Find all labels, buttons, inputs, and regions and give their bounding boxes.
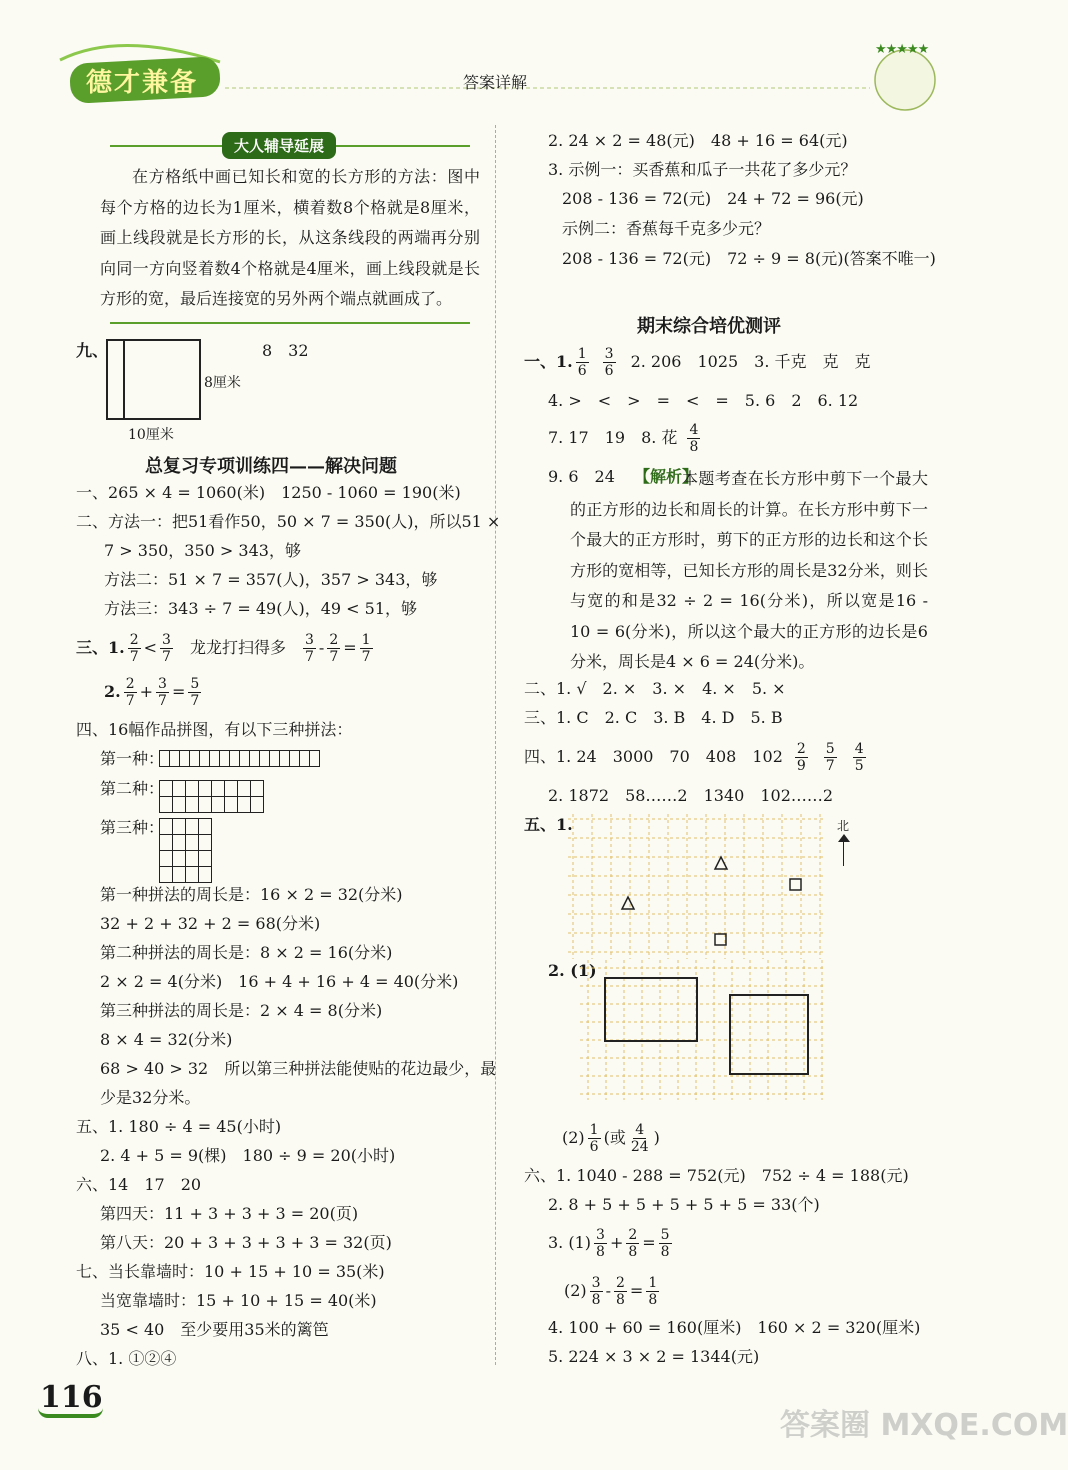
left-line-13: 32 + 2 + 32 + 2 = 68(分米) bbox=[100, 914, 321, 933]
frac-1-8: $\frac{1}{8}$ bbox=[648, 1274, 658, 1308]
left-line-8: 四、16幅作品拼图，有以下三种拼法： bbox=[76, 720, 353, 739]
left-line-27: 35 < 40 至少要用35米的篱笆 bbox=[100, 1320, 329, 1339]
left-line-12: 第一种拼法的周长是：16 × 2 = 32(分米) bbox=[100, 885, 403, 904]
tiling-grid-1 bbox=[159, 750, 319, 767]
right-line-12: 四、1. 24 3000 70 408 102 $\frac{2}{9}$ $\frac{5}{7}$ $\frac{4}{5}$ bbox=[524, 740, 864, 774]
frac-2-9: $\frac{2}{9}$ bbox=[796, 740, 806, 774]
triangle-marker-2 bbox=[622, 897, 634, 909]
left-line-7: 2. $\frac{2}{7}$ + $\frac{3}{7}$ = $\frac{5}{7}$ bbox=[104, 675, 200, 709]
header bbox=[0, 0, 1000, 110]
left-line-15: 2 × 2 = 4(分米) 16 + 4 + 16 + 4 = 40(分米) bbox=[100, 972, 459, 991]
left-line-18: 68 > 40 > 32 所以第三种拼法能使贴的花边最少，最 bbox=[100, 1059, 497, 1078]
right-line-3: 208 - 136 = 72(元) 24 + 72 = 96(元) bbox=[562, 189, 864, 208]
box-title: 大人辅导延展 bbox=[222, 132, 336, 159]
q9-width-label: 10厘米 bbox=[128, 427, 174, 443]
right-line-17: 六、1. 1040 - 288 = 752(元) 752 ÷ 4 = 188(元) bbox=[524, 1166, 909, 1185]
right-line-18: 2. 8 + 5 + 5 + 5 + 5 + 5 = 33(个) bbox=[548, 1195, 820, 1214]
right-line-15: 2. (1) bbox=[548, 961, 597, 980]
left-line-2: 二、方法一：把51看作50，50 × 7 = 350(人)，所以51 × bbox=[76, 512, 501, 531]
right-line-9: 9. 6 24 【解析】 bbox=[548, 467, 699, 486]
logo-text: 德才兼备 bbox=[86, 68, 199, 98]
left-line-4: 方法二：51 × 7 = 357(人)，357 > 343，够 bbox=[104, 570, 438, 589]
q9-inner-line bbox=[123, 341, 125, 418]
watermark: 答案圈 MXQE.COM bbox=[780, 1408, 1068, 1443]
rectangle-a bbox=[605, 978, 697, 1041]
left-line-6: 三、1. $\frac{2}{7}$ < $\frac{3}{7}$ 龙龙打扫得多 $\frac{3}{7}$ - $\frac{2}{7}$ = $\frac{1}{7}$ bbox=[76, 631, 371, 665]
left-line-10: 第二种： bbox=[100, 779, 165, 798]
north-arrow-head bbox=[838, 834, 850, 842]
q9-label: 九、 bbox=[76, 341, 109, 360]
frac-1-7: $\frac{1}{7}$ bbox=[361, 631, 371, 665]
right-section-title: 期末综合培优测评 bbox=[637, 316, 781, 337]
analysis-tag: 【解析】 bbox=[634, 467, 699, 486]
left-line-22: 六、14 17 20 bbox=[76, 1175, 202, 1194]
frac-2-8: $\frac{2}{8}$ bbox=[628, 1226, 638, 1260]
right-line-6: 一、1. $\frac{1}{6}$ $\frac{3}{6}$ 2. 206 1025 3. 千克 克 克 bbox=[524, 345, 871, 379]
left-line-25: 七、当长靠墙时：10 + 15 + 10 = 35(米) bbox=[76, 1262, 385, 1281]
q9-height-label: 8厘米 bbox=[204, 375, 241, 391]
left-line-14: 第二种拼法的周长是：8 × 2 = 16(分米) bbox=[100, 943, 393, 962]
right-line-22: 5. 224 × 3 × 2 = 1344(元) bbox=[548, 1347, 760, 1366]
right-line-4: 示例二：香蕉每千克多少元？ bbox=[562, 219, 771, 238]
right-line-10: 二、1. √ 2. × 3. × 4. × 5. × bbox=[524, 679, 786, 698]
left-line-19: 少是32分米。 bbox=[100, 1088, 201, 1107]
right-line-19: 3. (1) $\frac{3}{8}$ + $\frac{2}{8}$ = $\frac{5}{8}$ bbox=[548, 1226, 670, 1260]
right-line-7: 4. > < > = < = 5. 6 2 6. 12 bbox=[548, 391, 859, 410]
l6-text: 龙龙打扫得多 bbox=[189, 638, 286, 657]
left-line-17: 8 × 4 = 32(分米) bbox=[100, 1030, 233, 1049]
right-line-2: 3. 示例一：买香蕉和瓜子一共花了多少元？ bbox=[548, 160, 857, 179]
rectangle-grid bbox=[580, 960, 830, 1100]
frac-5-8: $\frac{5}{8}$ bbox=[660, 1226, 670, 1260]
right-line-11: 三、1. C 2. C 3. B 4. D 5. B bbox=[524, 708, 783, 727]
right-line-13: 2. 1872 58……2 1340 102……2 bbox=[548, 786, 834, 805]
left-line-21: 2. 4 + 5 = 9(棵) 180 ÷ 9 = 20(小时) bbox=[100, 1146, 396, 1165]
column-divider bbox=[495, 125, 496, 1365]
page-number: 116 bbox=[40, 1380, 103, 1415]
frac-4-5: $\frac{4}{5}$ bbox=[854, 740, 864, 774]
right-line-1: 2. 24 × 2 = 48(元) 48 + 16 = 64(元) bbox=[548, 131, 848, 150]
right-line-21: 4. 100 + 60 = 160(厘米) 160 × 2 = 320(厘米) bbox=[548, 1318, 921, 1337]
tiling-grid-3 bbox=[159, 818, 211, 883]
l6-prefix: 三、1. bbox=[76, 638, 125, 657]
analysis-text: 本题考查在长方形中剪下一个最大的正方形的边长和周长的计算。在长方形中剪下一个最大的正方形时，剪下的正方形的边长和这个长方形的宽相等，已知长方形的周长是32分米，则长与宽的和是32 ÷ 2 = 16(分米)，所以宽是16 - 10 = 6(分米)，所以这个最大的正方形的边长是6分米，周长是4 × 6 = 24(分米)。 bbox=[570, 469, 928, 671]
frac-4-24: $\frac{4}{24}$ bbox=[630, 1121, 649, 1155]
frac-1-6: $\frac{1}{6}$ bbox=[577, 345, 587, 379]
box-bottom-rule bbox=[110, 322, 470, 324]
right-line-5: 208 - 136 = 72(元) 72 ÷ 9 = 8(元)(答案不唯一) bbox=[562, 249, 936, 268]
q9-rectangle bbox=[106, 339, 201, 420]
left-line-28: 八、1. ①②④ bbox=[76, 1349, 177, 1368]
rectangle-b bbox=[730, 995, 808, 1074]
left-line-16: 第三种拼法的周长是：2 × 4 = 8(分米) bbox=[100, 1001, 383, 1020]
right-line-20: (2) $\frac{3}{8}$ - $\frac{2}{8}$ = $\frac{1}{8}$ bbox=[564, 1274, 658, 1308]
frac-4-8: $\frac{4}{8}$ bbox=[689, 421, 699, 455]
left-line-5: 方法三：343 ÷ 7 = 49(人)，49 < 51，够 bbox=[104, 599, 418, 618]
square-marker-1 bbox=[790, 879, 801, 890]
frac-5-7: $\frac{5}{7}$ bbox=[190, 675, 200, 709]
left-line-11: 第三种： bbox=[100, 818, 165, 837]
frac-2-7: $\frac{2}{7}$ bbox=[129, 631, 139, 665]
footer-leaf-icon bbox=[38, 1408, 103, 1418]
header-title: 答案详解 bbox=[463, 73, 528, 92]
left-line-1: 一、265 × 4 = 1060(米) 1250 - 1060 = 190(米) bbox=[76, 483, 461, 502]
q9-values: 8 32 bbox=[262, 341, 309, 360]
left-line-20: 五、1. 180 ÷ 4 = 45(小时) bbox=[76, 1117, 282, 1136]
right-line-16: (2) $\frac{1}{6}$ (或 $\frac{4}{24}$ ) bbox=[562, 1121, 660, 1155]
frac-3-7: $\frac{3}{7}$ bbox=[162, 631, 171, 665]
tiling-grid-2 bbox=[159, 780, 263, 813]
north-label: 北 bbox=[837, 819, 850, 833]
left-section-title: 总复习专项训练四——解决问题 bbox=[145, 456, 397, 477]
right-line-14: 五、1. bbox=[524, 815, 573, 834]
right-line-8: 7. 17 19 8. 花 $\frac{4}{8}$ bbox=[548, 421, 699, 455]
frac-3-6: $\frac{3}{6}$ bbox=[604, 345, 614, 379]
square-marker-2 bbox=[715, 934, 726, 945]
left-line-9: 第一种： bbox=[100, 749, 165, 768]
left-line-3: 7 > 350，350 > 343，够 bbox=[104, 541, 301, 560]
left-line-24: 第八天：20 + 3 + 3 + 3 + 3 = 32(页) bbox=[100, 1233, 392, 1252]
left-line-23: 第四天：11 + 3 + 3 + 3 = 20(页) bbox=[100, 1204, 359, 1223]
frac-5-7-b: $\frac{5}{7}$ bbox=[825, 740, 835, 774]
frac-3-8: $\frac{3}{8}$ bbox=[596, 1226, 605, 1260]
position-grid bbox=[568, 814, 838, 964]
north-arrow-icon bbox=[843, 838, 844, 866]
box-text: 在方格纸中画已知长和宽的长方形的方法：图中每个方格的边长为1厘米，横着数8个格就是8厘米，画上线段就是长方形的长，从这条线段的两端再分别向同一方向竖着数4个格就是4厘米，画上线段就是长方形的宽，最后连接宽的另外两个端点就画成了。 bbox=[100, 167, 480, 308]
star-badge-icon: ★★★★★ bbox=[875, 42, 929, 57]
left-line-26: 当宽靠墙时：15 + 10 + 15 = 40(米) bbox=[100, 1291, 377, 1310]
